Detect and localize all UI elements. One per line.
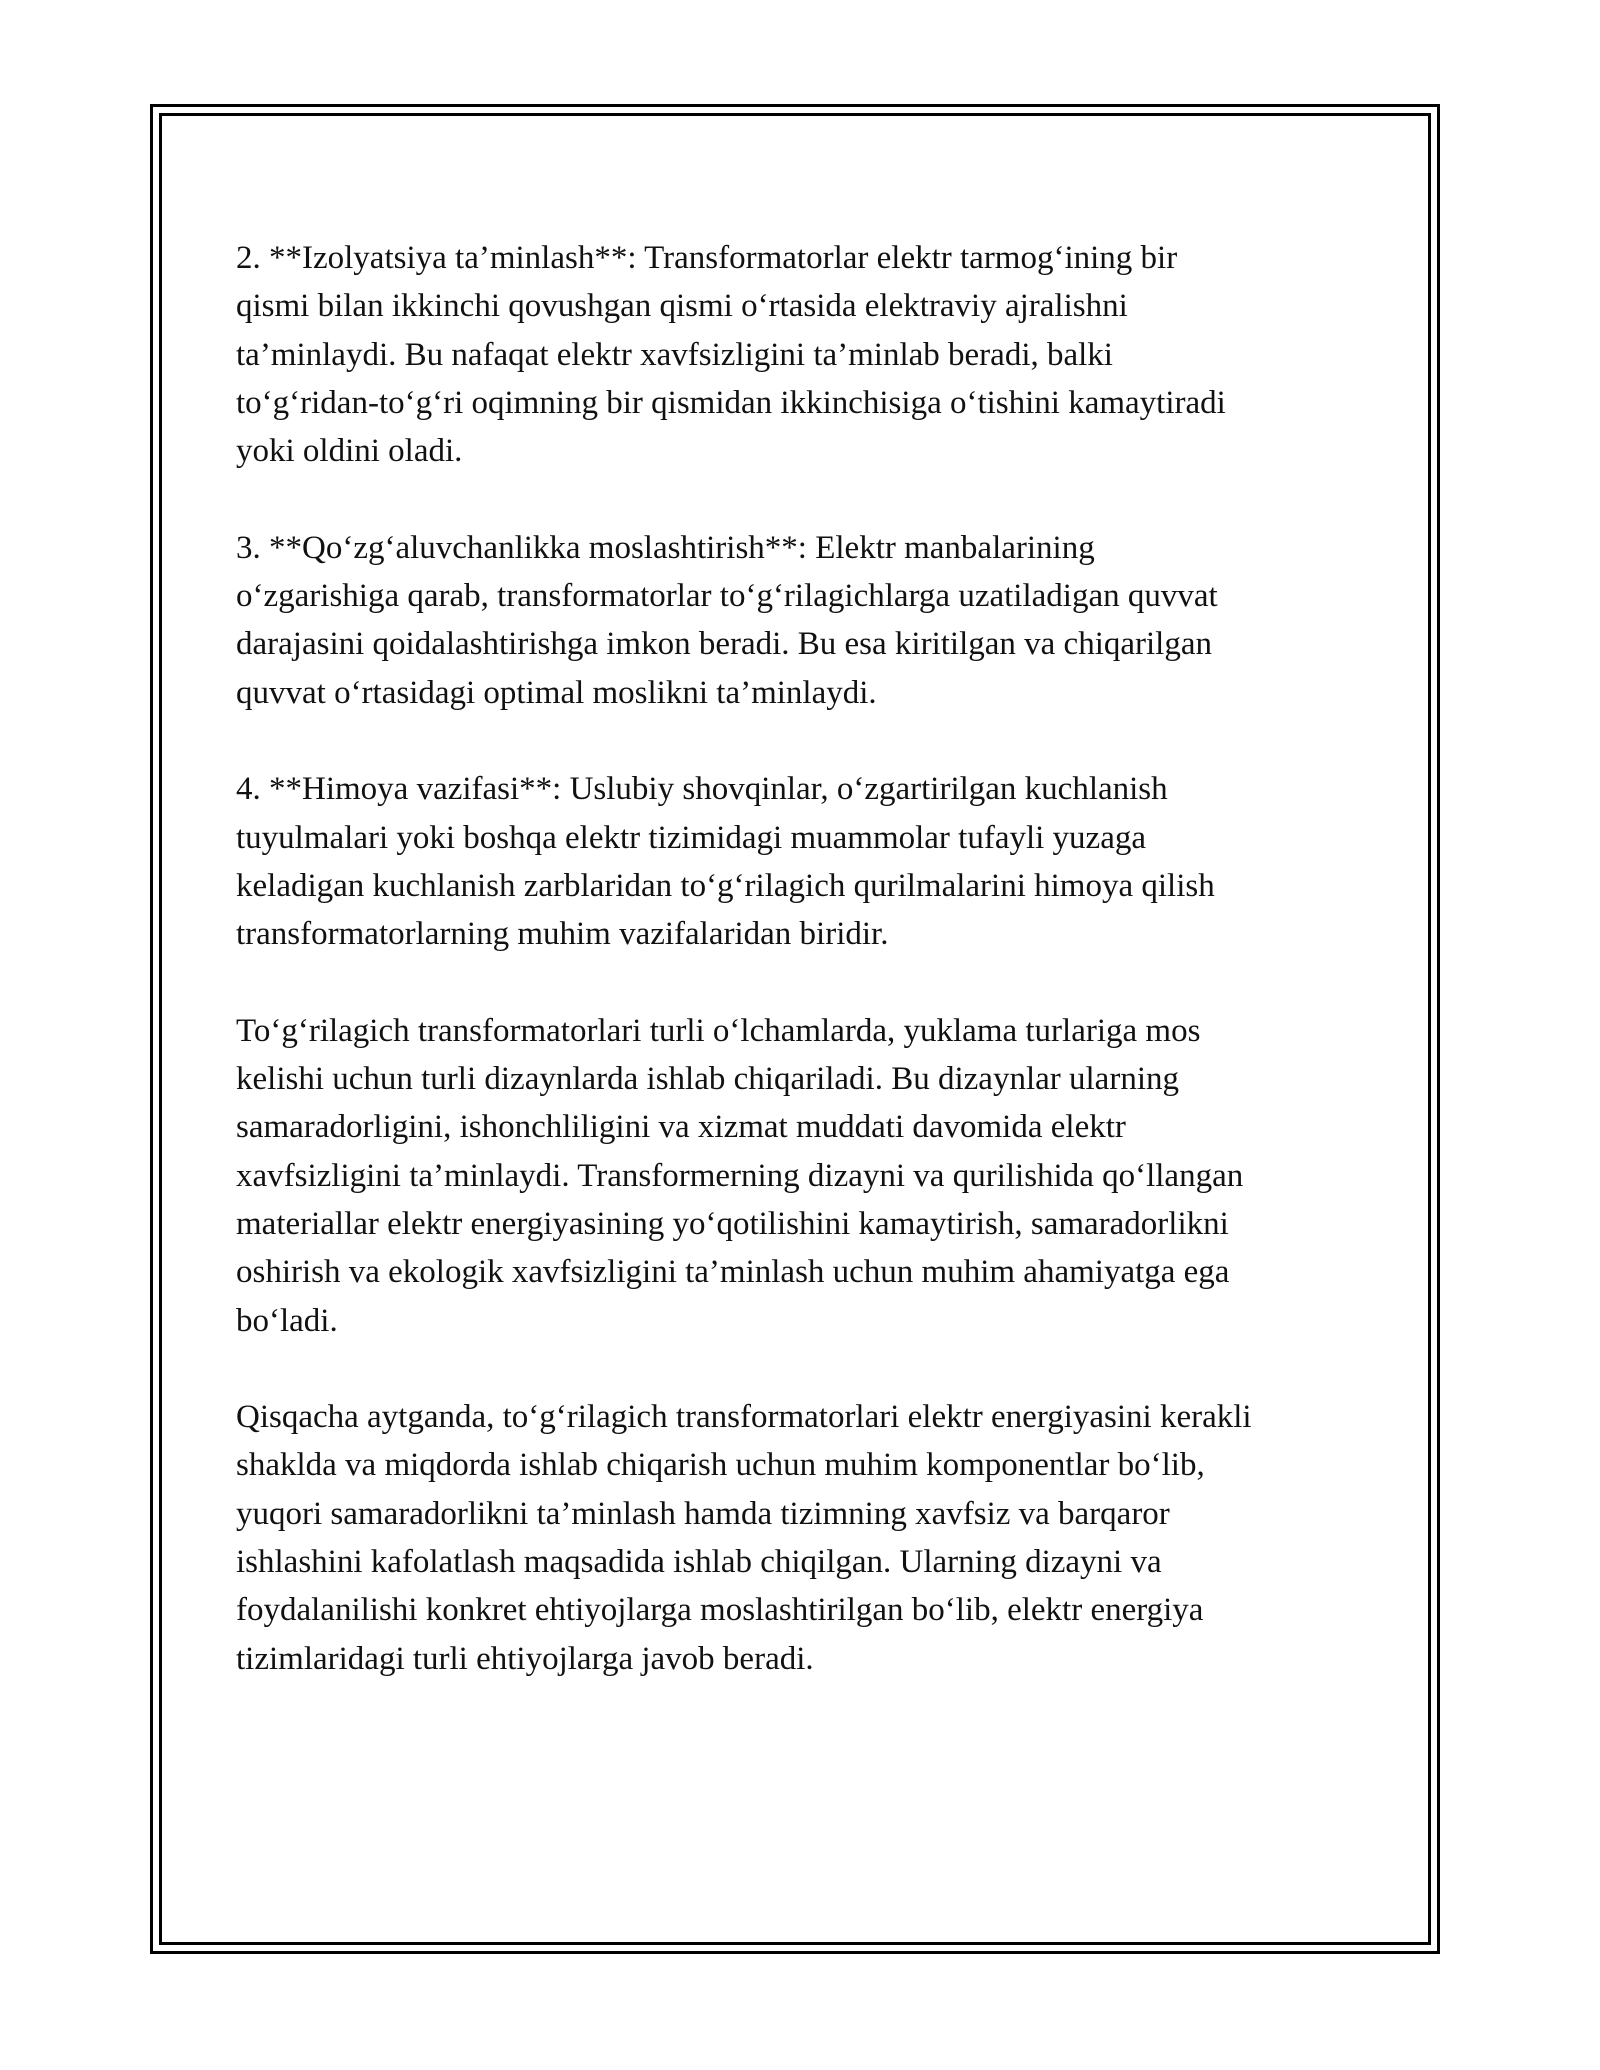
text-line: foydalanilishi konkret ehtiyojlarga moslashtirilgan bo‘lib, elektr energiya — [236, 1592, 1204, 1629]
text-line: oshirish va ekologik xavfsizligini ta’minlash uchun muhim ahamiyatga ega — [236, 1254, 1230, 1291]
paragraph-designs — [236, 1007, 1386, 1345]
text-line: to‘g‘ridan-to‘g‘ri oqimning bir qismidan ikkinchisiga o‘tishini kamaytiradi — [236, 384, 1226, 421]
text-line: xavfsizligini ta’minlaydi. Transformerning dizayni va qurilishida qo‘llangan — [236, 1157, 1244, 1194]
text-line: Qisqacha aytganda, to‘g‘rilagich transformatorlari elektr energiyasini kerakli — [236, 1399, 1252, 1436]
text-line: 3. **Qo‘zg‘aluvchanlikka moslashtirish**: Elektr manbalarining — [236, 529, 1095, 566]
text-line: bo‘ladi. — [236, 1302, 338, 1339]
document-body — [236, 234, 1386, 1731]
text-line: To‘g‘rilagich transformatorlari turli o‘lchamlarda, yuklama turlariga mos — [236, 1012, 1201, 1049]
paragraph-adaptation — [236, 524, 1386, 717]
paragraph-isolation — [236, 234, 1386, 475]
text-line: tizimlaridagi turli ehtiyojlarga javob beradi. — [236, 1640, 814, 1677]
text-line: materiallar elektr energiyasining yo‘qotilishini kamaytirish, samaradorlikni — [236, 1205, 1229, 1242]
text-line: darajasini qoidalashtirishga imkon beradi. Bu esa kiritilgan va chiqarilgan — [236, 626, 1212, 663]
text-line: keladigan kuchlanish zarblaridan to‘g‘rilagich qurilmalarini himoya qilish — [236, 867, 1215, 904]
text-line: quvvat o‘rtasidagi optimal moslikni ta’minlaydi. — [236, 674, 877, 711]
text-line: samaradorligini, ishonchliligini va xizmat muddati davomida elektr — [236, 1109, 1126, 1146]
text-line: kelishi uchun turli dizaynlarda ishlab chiqariladi. Bu dizaynlar ularning — [236, 1061, 1179, 1098]
text-line: qismi bilan ikkinchi qovushgan qismi o‘rtasida elektraviy ajralishni — [236, 288, 1128, 325]
text-line: yoki oldini oladi. — [236, 433, 463, 470]
paragraph-protection — [236, 765, 1386, 958]
text-line: shaklda va miqdorda ishlab chiqarish uchun muhim komponentlar bo‘lib, — [236, 1447, 1205, 1484]
text-line: yuqori samaradorlikni ta’minlash hamda tizimning xavfsiz va barqaror — [236, 1495, 1170, 1532]
text-line: 2. **Izolyatsiya ta’minlash**: Transformatorlar elektr tarmog‘ining bir — [236, 240, 1178, 276]
text-line: transformatorlarning muhim vazifalaridan biridir. — [236, 916, 889, 953]
text-line: tuyulmalari yoki boshqa elektr tizimidagi muammolar tufayli yuzaga — [236, 819, 1146, 856]
text-line: o‘zgarishiga qarab, transformatorlar to‘g‘rilagichlarga uzatiladigan quvvat — [236, 578, 1218, 615]
text-line: 4. **Himoya vazifasi**: Uslubiy shovqinlar, o‘zgartirilgan kuchlanish — [236, 771, 1168, 808]
paragraph-summary — [236, 1393, 1386, 1683]
text-line: ta’minlaydi. Bu nafaqat elektr xavfsizligini ta’minlab beradi, balki — [236, 336, 1113, 373]
text-line: ishlashini kafolatlash maqsadida ishlab chiqilgan. Ularning dizayni va — [236, 1544, 1162, 1581]
